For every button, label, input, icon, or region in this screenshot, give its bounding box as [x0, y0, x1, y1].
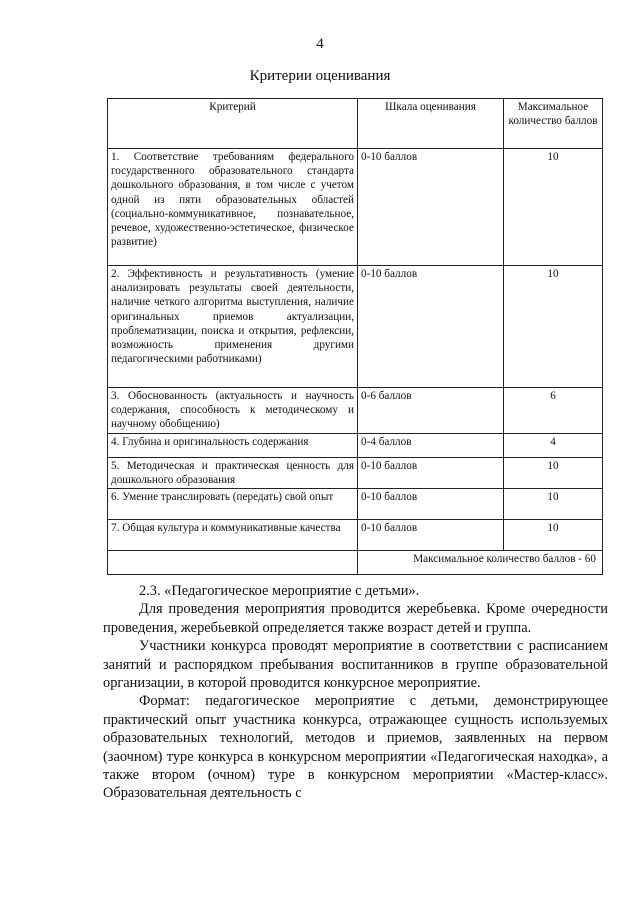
- table-total-row: [108, 551, 603, 575]
- criterion-cell: 5. Методическая и практическая ценность для дошкольного образования: [108, 458, 358, 489]
- criterion-cell: 3. Обоснованность (актуальность и научность содержания, способность к методическому и научному обобщению): [108, 388, 358, 434]
- criterion-cell: 2. Эффективность и результативность (умение анализировать результаты своей деятельности, наличие четкого алгоритма выступления, наличие оригинальных приемов актуализации, проблематизации, поиска и открытия, рефлексии, возможность применения другими педагогическими работниками): [108, 266, 358, 388]
- max-cell: 6: [504, 388, 603, 434]
- max-cell: 10: [504, 266, 603, 388]
- table-header-row: [108, 99, 603, 149]
- scale-cell: 0-10 баллов: [358, 266, 504, 388]
- max-cell: 10: [504, 458, 603, 489]
- criterion-cell: 4. Глубина и оригинальность содержания: [108, 434, 358, 458]
- scale-cell: 0-10 баллов: [358, 489, 504, 520]
- table-row: [108, 266, 603, 388]
- criteria-table: [107, 98, 603, 575]
- paragraph: Для проведения мероприятия проводится жеребьевка. Кроме очередности проведения, жеребьевкой определяется также возраст детей и группа.: [103, 601, 608, 636]
- table-row: [108, 434, 603, 458]
- scale-cell: 0-10 баллов: [358, 458, 504, 489]
- page-number: 4: [316, 36, 324, 52]
- section-body: [103, 582, 608, 803]
- scale-cell: 0-10 баллов: [358, 520, 504, 551]
- paragraph: Формат: педагогическое мероприятие с детьми, демонстрирующее практический опыт участника конкурса, отражающее сущность используемых образовательных технологий, методов и приемов, заявленных на первом (заочном) туре конкурса в конкурсном мероприятии «Педагогическая находка», а также втором (очном) туре в конкурсном мероприятии «Мастер-класс». Образовательная деятельность с: [103, 693, 608, 802]
- max-cell: 10: [504, 489, 603, 520]
- max-cell: 10: [504, 149, 603, 266]
- max-cell: 10: [504, 520, 603, 551]
- header-max: Максимальное количество баллов: [504, 99, 603, 149]
- table-row: [108, 388, 603, 434]
- criterion-cell: 6. Умение транслировать (передать) свой опыт: [108, 489, 358, 520]
- scale-cell: 0-4 баллов: [358, 434, 504, 458]
- table-title: Критерии оценивания: [249, 68, 391, 84]
- table-row: [108, 149, 603, 266]
- empty-cell: [108, 551, 358, 575]
- scale-cell: 0-10 баллов: [358, 149, 504, 266]
- max-cell: 4: [504, 434, 603, 458]
- table-row: [108, 489, 603, 520]
- total-cell: Максимальное количество баллов - 60: [358, 551, 603, 575]
- scale-cell: 0-6 баллов: [358, 388, 504, 434]
- table-row: [108, 458, 603, 489]
- table-row: [108, 520, 603, 551]
- header-criterion: Критерий: [108, 99, 358, 149]
- criterion-cell: 7. Общая культура и коммуникативные качества: [108, 520, 358, 551]
- paragraph: Участники конкурса проводят мероприятие в соответствии с расписанием занятий и распорядком пребывания воспитанников в группе образовательной организации, в которой проводится конкурсное мероприятие.: [103, 638, 608, 692]
- header-scale: Шкала оценивания: [358, 99, 504, 149]
- criterion-cell: 1. Соответствие требованиям федерального государственного образовательного стандарта дошкольного образования, в том числе с учетом одной из пяти образовательных областей (социально-коммуникативное, познавательное, речевое, художественно-эстетическое, физическое развитие): [108, 149, 358, 266]
- section-heading: 2.3. «Педагогическое мероприятие с детьми».: [139, 583, 420, 599]
